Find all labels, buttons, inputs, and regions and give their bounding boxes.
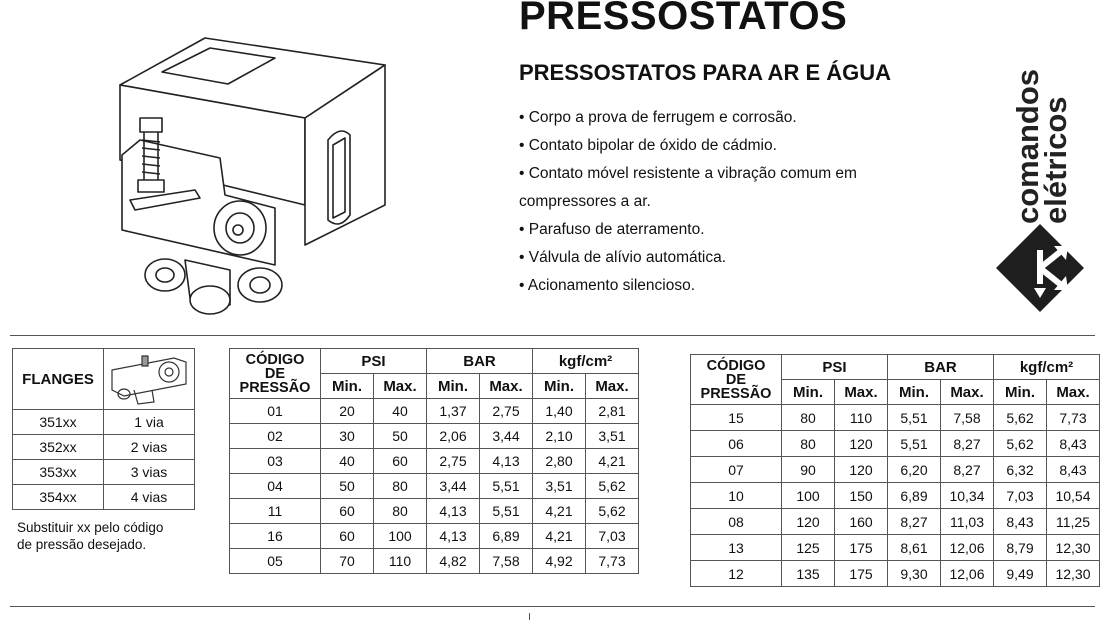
flange-ways: 4 vias — [104, 485, 195, 510]
table-row — [691, 457, 1100, 483]
value-cell: 8,79 — [994, 535, 1047, 561]
value-cell: 80 — [374, 474, 427, 499]
value-cell: 100 — [782, 483, 835, 509]
value-cell: 7,03 — [994, 483, 1047, 509]
value-cell: 80 — [782, 431, 835, 457]
value-cell: 7,73 — [586, 549, 639, 574]
flanges-table — [12, 348, 195, 510]
table-row — [230, 474, 639, 499]
pressure-code-cell: 12 — [691, 561, 782, 587]
page-mark — [529, 613, 530, 620]
min-header: Min. — [533, 374, 586, 399]
flange-ways: 1 via — [104, 410, 195, 435]
table-row — [230, 424, 639, 449]
value-cell: 5,62 — [586, 499, 639, 524]
value-cell: 40 — [321, 449, 374, 474]
value-cell: 9,30 — [888, 561, 941, 587]
value-cell: 8,43 — [1047, 457, 1100, 483]
pressure-code-cell: 15 — [691, 405, 782, 431]
value-cell: 7,58 — [480, 549, 533, 574]
pressure-code-cell: 02 — [230, 424, 321, 449]
value-cell: 50 — [321, 474, 374, 499]
flanges-note-line: Substituir xx pelo código — [17, 520, 164, 535]
value-cell: 4,21 — [533, 524, 586, 549]
value-cell: 6,89 — [480, 524, 533, 549]
value-cell: 3,51 — [533, 474, 586, 499]
value-cell: 3,44 — [427, 474, 480, 499]
value-cell: 6,20 — [888, 457, 941, 483]
code-header-line: CÓDIGO — [245, 351, 305, 368]
flanges-header: FLANGES — [13, 349, 104, 410]
value-cell: 120 — [835, 457, 888, 483]
table-row — [691, 509, 1100, 535]
pressure-table-1 — [229, 348, 639, 574]
value-cell: 12,06 — [941, 561, 994, 587]
pressure-code-cell: 07 — [691, 457, 782, 483]
value-cell: 125 — [782, 535, 835, 561]
value-cell: 4,21 — [533, 499, 586, 524]
value-cell: 8,43 — [994, 509, 1047, 535]
flange-image — [104, 349, 195, 410]
pressure-code-cell: 01 — [230, 399, 321, 424]
value-cell: 12,30 — [1047, 535, 1100, 561]
value-cell: 10,34 — [941, 483, 994, 509]
code-header-line: DE — [725, 371, 747, 388]
page-subtitle: PRESSOSTATOS PARA AR E ÁGUA — [519, 60, 892, 85]
value-cell: 6,32 — [994, 457, 1047, 483]
flanges-note — [17, 519, 207, 553]
pressure-code-cell: 16 — [230, 524, 321, 549]
table-row — [691, 561, 1100, 587]
value-cell: 10,54 — [1047, 483, 1100, 509]
code-header-line: DE — [264, 365, 286, 382]
feature-item: • Parafuso de aterramento. — [519, 221, 705, 238]
max-header: Max. — [1047, 380, 1100, 405]
table-row — [230, 549, 639, 574]
value-cell: 160 — [835, 509, 888, 535]
max-header: Max. — [586, 374, 639, 399]
min-header: Min. — [888, 380, 941, 405]
code-header-line: CÓDIGO — [706, 357, 766, 374]
value-cell: 120 — [782, 509, 835, 535]
value-cell: 8,61 — [888, 535, 941, 561]
value-cell: 3,44 — [480, 424, 533, 449]
value-cell: 2,80 — [533, 449, 586, 474]
value-cell: 7,58 — [941, 405, 994, 431]
max-header: Max. — [480, 374, 533, 399]
value-cell: 80 — [374, 499, 427, 524]
brand-line-1: comandos — [1010, 68, 1045, 224]
feature-item: compressores a ar. — [519, 193, 651, 210]
value-cell: 8,27 — [941, 457, 994, 483]
divider — [10, 335, 1095, 336]
table-row — [230, 499, 639, 524]
value-cell: 5,62 — [994, 405, 1047, 431]
value-cell: 5,62 — [586, 474, 639, 499]
pressure-code-cell: 08 — [691, 509, 782, 535]
value-cell: 70 — [321, 549, 374, 574]
value-cell: 1,40 — [533, 399, 586, 424]
value-cell: 11,25 — [1047, 509, 1100, 535]
pressure-code-cell: 06 — [691, 431, 782, 457]
table-row — [691, 431, 1100, 457]
pressure-code-cell: 11 — [230, 499, 321, 524]
feature-item: • Válvula de alívio automática. — [519, 249, 727, 266]
brand-wordmark — [1004, 66, 1074, 226]
pressure-code-cell: 05 — [230, 549, 321, 574]
value-cell: 5,51 — [480, 474, 533, 499]
flange-code: 354xx — [13, 485, 104, 510]
value-cell: 110 — [374, 549, 427, 574]
code-header — [691, 355, 782, 405]
value-cell: 8,27 — [941, 431, 994, 457]
value-cell: 9,49 — [994, 561, 1047, 587]
value-cell: 100 — [374, 524, 427, 549]
value-cell: 8,27 — [888, 509, 941, 535]
value-cell: 60 — [321, 524, 374, 549]
feature-item: • Contato móvel resistente a vibração comum em — [519, 165, 857, 182]
value-cell: 8,43 — [1047, 431, 1100, 457]
value-cell: 5,51 — [480, 499, 533, 524]
value-cell: 1,37 — [427, 399, 480, 424]
feature-item: • Corpo a prova de ferrugem e corrosão. — [519, 109, 797, 126]
value-cell: 5,51 — [888, 405, 941, 431]
min-header: Min. — [427, 374, 480, 399]
flange-ways: 3 vias — [104, 460, 195, 485]
table-body — [691, 405, 1100, 587]
psi-header: PSI — [782, 355, 888, 380]
value-cell: 3,51 — [586, 424, 639, 449]
value-cell: 110 — [835, 405, 888, 431]
value-cell: 2,75 — [427, 449, 480, 474]
value-cell: 5,51 — [888, 431, 941, 457]
pressure-code-cell: 10 — [691, 483, 782, 509]
table-row — [230, 399, 639, 424]
feature-list — [519, 104, 939, 300]
value-cell: 2,75 — [480, 399, 533, 424]
code-header — [230, 349, 321, 399]
value-cell: 30 — [321, 424, 374, 449]
bar-header: BAR — [888, 355, 994, 380]
brand-logo-icon — [994, 222, 1086, 314]
min-header: Min. — [782, 380, 835, 405]
value-cell: 7,03 — [586, 524, 639, 549]
feature-item: • Acionamento silencioso. — [519, 277, 696, 294]
brand-line-2: elétricos — [1038, 96, 1073, 224]
value-cell: 7,73 — [1047, 405, 1100, 431]
table-row — [691, 483, 1100, 509]
table-row — [230, 449, 639, 474]
value-cell: 4,13 — [480, 449, 533, 474]
min-header: Min. — [994, 380, 1047, 405]
value-cell: 4,21 — [586, 449, 639, 474]
value-cell: 2,10 — [533, 424, 586, 449]
value-cell: 11,03 — [941, 509, 994, 535]
min-header: Min. — [321, 374, 374, 399]
value-cell: 120 — [835, 431, 888, 457]
value-cell: 4,13 — [427, 524, 480, 549]
value-cell: 50 — [374, 424, 427, 449]
page-title: PRESSOSTATOS — [519, 0, 848, 38]
kgf-header: kgf/cm² — [533, 349, 639, 374]
kgf-header: kgf/cm² — [994, 355, 1100, 380]
pressure-table-2 — [690, 354, 1100, 587]
value-cell: 175 — [835, 561, 888, 587]
value-cell: 12,06 — [941, 535, 994, 561]
bar-header: BAR — [427, 349, 533, 374]
pressure-code-cell: 04 — [230, 474, 321, 499]
code-header-line: PRESSÃO — [700, 385, 772, 402]
flange-ways: 2 vias — [104, 435, 195, 460]
pressure-switch-image — [100, 30, 410, 330]
value-cell: 4,92 — [533, 549, 586, 574]
psi-header: PSI — [321, 349, 427, 374]
value-cell: 2,81 — [586, 399, 639, 424]
value-cell: 2,06 — [427, 424, 480, 449]
table-row — [691, 405, 1100, 431]
value-cell: 60 — [374, 449, 427, 474]
pressure-code-cell: 03 — [230, 449, 321, 474]
value-cell: 135 — [782, 561, 835, 587]
value-cell: 4,82 — [427, 549, 480, 574]
pressure-code-cell: 13 — [691, 535, 782, 561]
table-row — [230, 524, 639, 549]
value-cell: 60 — [321, 499, 374, 524]
value-cell: 6,89 — [888, 483, 941, 509]
value-cell: 5,62 — [994, 431, 1047, 457]
flanges-note-line: de pressão desejado. — [17, 537, 147, 552]
value-cell: 175 — [835, 535, 888, 561]
value-cell: 12,30 — [1047, 561, 1100, 587]
value-cell: 80 — [782, 405, 835, 431]
flange-code: 352xx — [13, 435, 104, 460]
max-header: Max. — [374, 374, 427, 399]
table-row — [691, 535, 1100, 561]
max-header: Max. — [941, 380, 994, 405]
divider — [10, 606, 1095, 607]
value-cell: 20 — [321, 399, 374, 424]
code-header-line: PRESSÃO — [239, 379, 311, 396]
value-cell: 4,13 — [427, 499, 480, 524]
table-body — [230, 399, 639, 574]
max-header: Max. — [835, 380, 888, 405]
value-cell: 90 — [782, 457, 835, 483]
value-cell: 150 — [835, 483, 888, 509]
value-cell: 40 — [374, 399, 427, 424]
flange-code: 351xx — [13, 410, 104, 435]
feature-item: • Contato bipolar de óxido de cádmio. — [519, 137, 777, 154]
flange-code: 353xx — [13, 460, 104, 485]
